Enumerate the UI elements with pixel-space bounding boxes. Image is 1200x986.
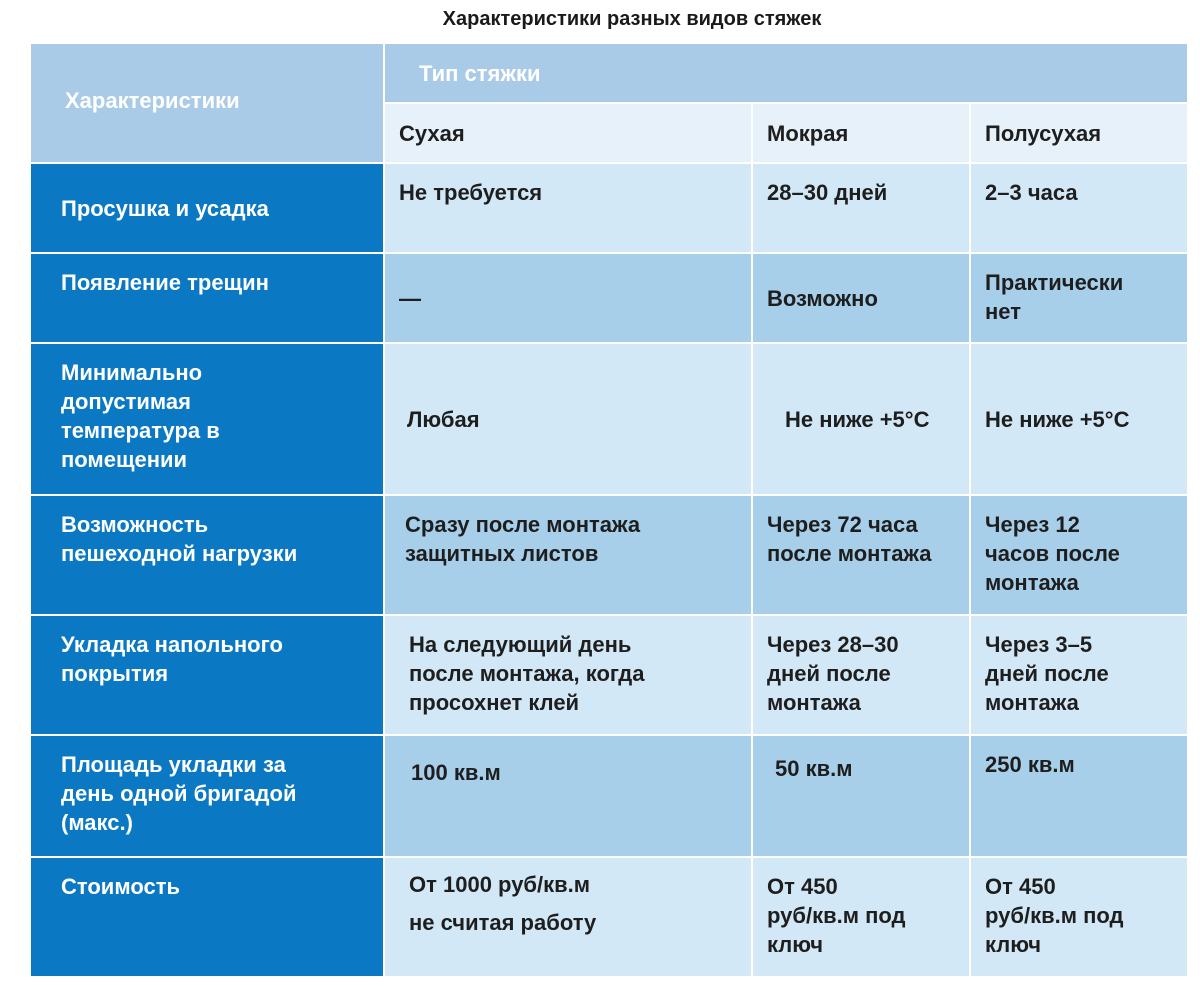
row-label-drying: Просушка и усадка <box>31 164 383 252</box>
cell-wet-area: 50 кв.м <box>753 736 969 856</box>
cell-dry-floor-covering: На следующий день после монтажа, когда просохнет клей <box>385 616 751 734</box>
cell-wet-foot-traffic: Через 72 часа после монтажа <box>753 496 969 614</box>
table-title: Характеристики разных видов стяжек <box>442 8 822 30</box>
cell-dry-temperature: Любая <box>385 344 751 494</box>
cell-wet-floor-covering: Через 28–30 дней после монтажа <box>753 616 969 734</box>
cell-semidry-floor-covering: Через 3–5 дней после монтажа <box>971 616 1187 734</box>
row-label-cracks: Появление трещин <box>31 254 383 342</box>
cell-wet-drying: 28–30 дней <box>753 164 969 252</box>
cell-semidry-temperature: Не ниже +5°С <box>971 344 1187 494</box>
row-label-floor-covering: Укладка напольного покрытия <box>31 616 383 734</box>
cell-semidry-foot-traffic: Через 12 часов после монтажа <box>971 496 1187 614</box>
cell-dry-cost: От 1000 руб/кв.м не считая работу <box>385 858 751 976</box>
cell-wet-cracks: Возможно <box>753 254 969 342</box>
header-characteristics: Характеристики <box>31 44 383 162</box>
row-label-area-per-day: Площадь укладки за день одной бригадой (макс.) <box>31 736 383 856</box>
cell-dry-drying: Не требуется <box>385 164 751 252</box>
header-screed-type: Тип стяжки <box>385 44 1187 102</box>
row-label-min-temperature: Минимально допустимая температура в помещении <box>31 344 383 494</box>
cell-semidry-cost: От 450 руб/кв.м под ключ <box>971 858 1187 976</box>
header-type-dry: Сухая <box>385 104 751 162</box>
cell-dry-area: 100 кв.м <box>385 736 751 856</box>
cell-dry-cracks: — <box>385 254 751 342</box>
header-type-semidry: Полусухая <box>971 104 1187 162</box>
cell-dry-foot-traffic: Сразу после монтажа защитных листов <box>385 496 751 614</box>
cell-wet-temperature: Не ниже +5°С <box>753 344 969 494</box>
header-type-wet: Мокрая <box>753 104 969 162</box>
screed-comparison-table <box>31 44 1181 957</box>
cell-semidry-drying: 2–3 часа <box>971 164 1187 252</box>
cell-semidry-cracks: Практически нет <box>971 254 1187 342</box>
row-label-foot-traffic: Возможность пешеходной нагрузки <box>31 496 383 614</box>
row-label-cost: Стоимость <box>31 858 383 976</box>
cell-wet-cost: От 450 руб/кв.м под ключ <box>753 858 969 976</box>
cell-semidry-area: 250 кв.м <box>971 736 1187 856</box>
